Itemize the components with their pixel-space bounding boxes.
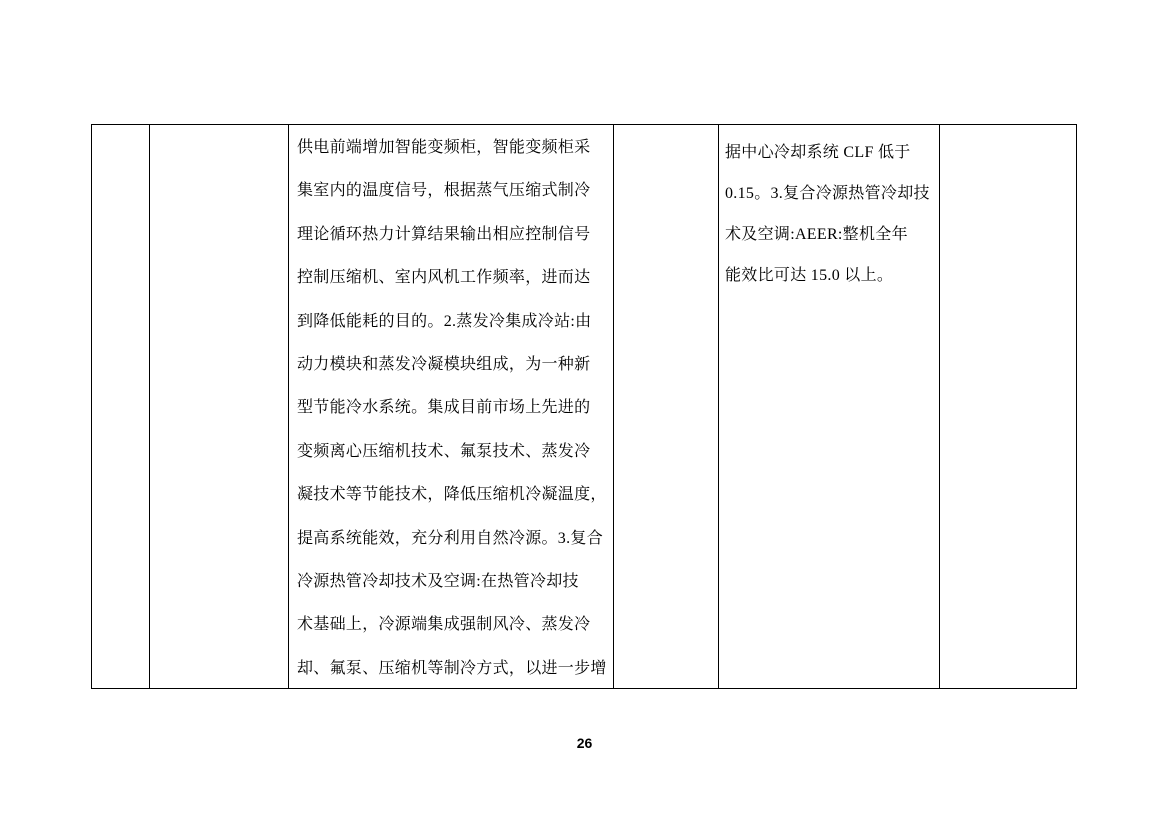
- table-cell-name: [150, 125, 289, 688]
- text-line: 提高系统能效，充分利用自然冷源。3.复合: [297, 529, 604, 547]
- text-line: 集室内的温度信号，根据蒸气压缩式制冷: [297, 182, 591, 200]
- text-line: 能效比可达 15.0 以上。: [725, 267, 894, 284]
- text-line: 到降低能耗的目的。2.蒸发冷集成冷站:由: [297, 312, 592, 330]
- table-cell-description: [289, 125, 614, 688]
- text-line: 冷源热管冷却技术及空调:在热管冷却技: [297, 573, 579, 591]
- data-table: [91, 124, 1077, 689]
- text-line: 术基础上，冷源端集成强制风冷、蒸发冷: [297, 616, 591, 634]
- table-cell-mid: [614, 125, 719, 688]
- text-line: 变频离心压缩机技术、氟泵技术、蒸发冷: [297, 442, 591, 460]
- text-line: 理论循环热力计算结果输出相应控制信号: [297, 225, 591, 243]
- table-cell-last: [940, 125, 1076, 688]
- page-number: 26: [576, 735, 593, 751]
- text-line: 却、氟泵、压缩机等制冷方式，以进一步增: [297, 659, 607, 677]
- text-line: 凝技术等节能技术，降低压缩机冷凝温度，: [297, 486, 607, 504]
- text-line: 术及空调:AEER:整机全年: [725, 226, 908, 243]
- text-line: 供电前端增加智能变频柜，智能变频柜采: [297, 139, 591, 156]
- text-line: 据中心冷却系统 CLF 低于: [725, 144, 911, 161]
- table-cell-index: [92, 125, 150, 688]
- text-line: 0.15。3.复合冷源热管冷却技: [725, 185, 930, 202]
- text-line: 控制压缩机、室内风机工作频率，进而达: [297, 269, 591, 287]
- table-cell-performance: [719, 125, 940, 688]
- text-line: 动力模块和蒸发冷凝模块组成，为一种新: [297, 356, 591, 374]
- text-line: 型节能冷水系统。集成目前市场上先进的: [297, 399, 591, 417]
